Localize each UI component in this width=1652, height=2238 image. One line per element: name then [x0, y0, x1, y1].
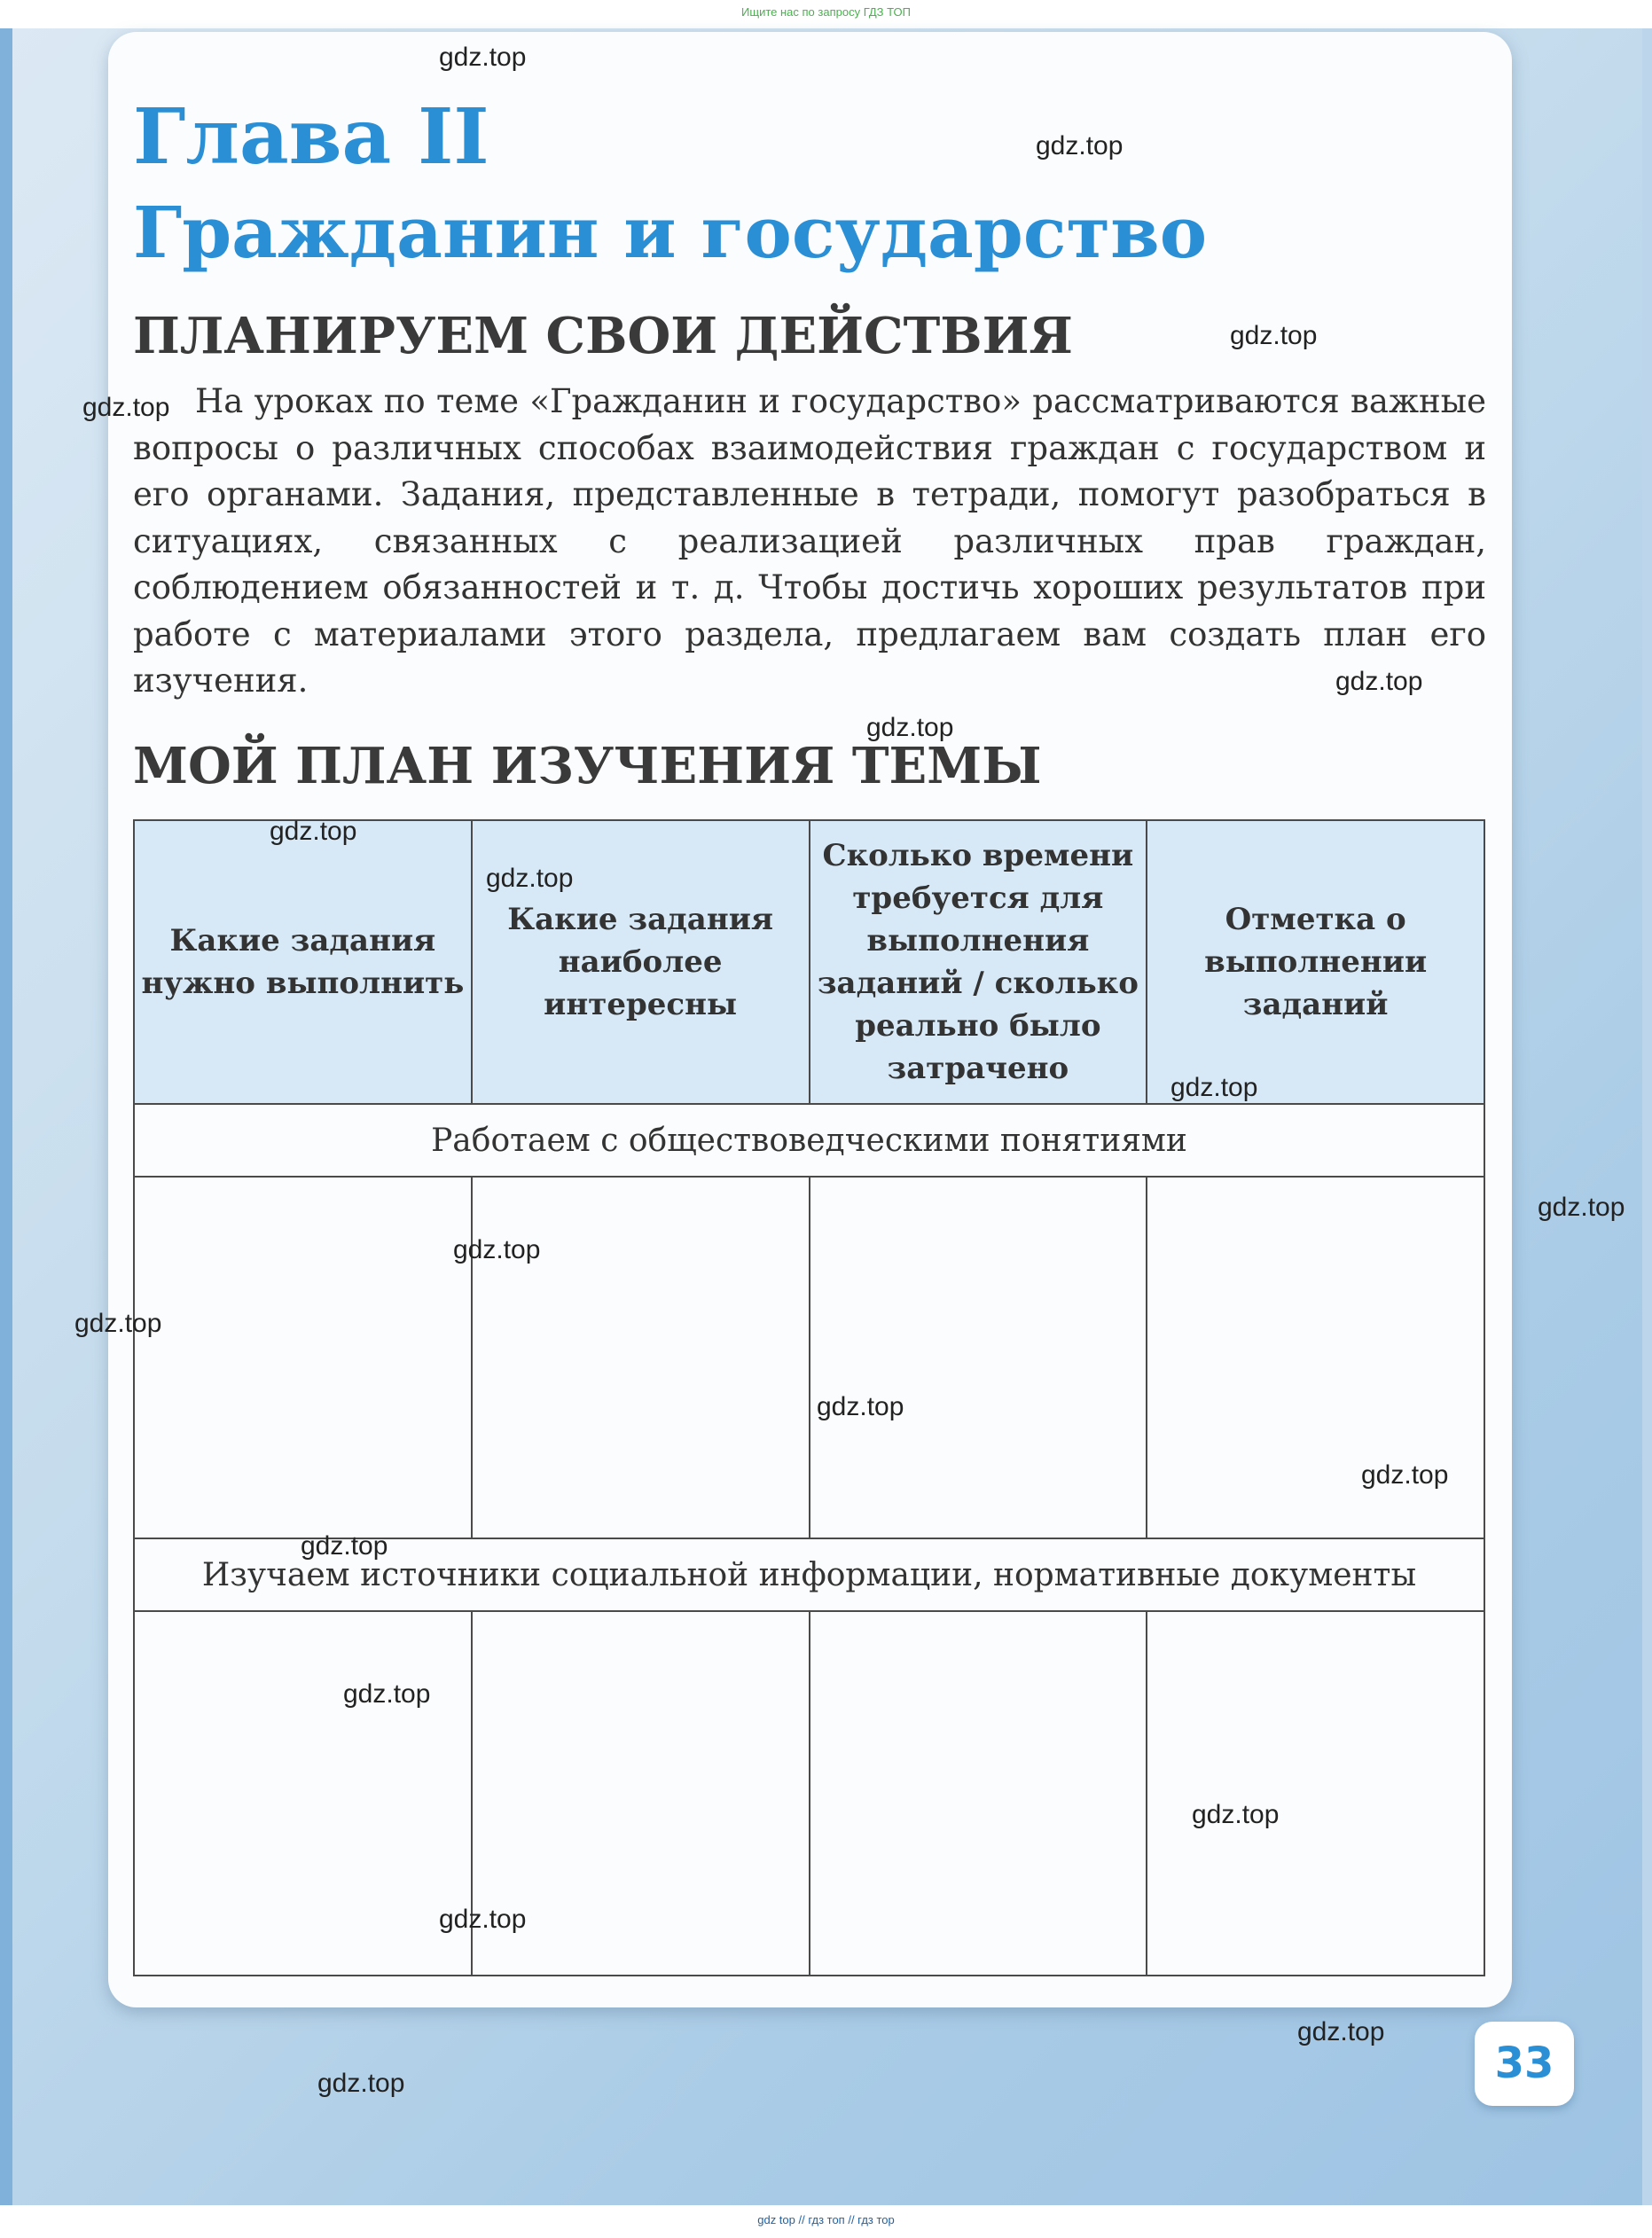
page-number-badge: 33: [1475, 2022, 1574, 2106]
watermark: gdz.top: [1036, 131, 1124, 160]
watermark: gdz.top: [439, 43, 527, 72]
table-header-row: [134, 820, 1484, 1104]
section-sources: Изучаем источники социальной информации, нормативные документы: [134, 1538, 1484, 1611]
bottom-note: gdz top // гдз топ // гдз тор: [757, 2213, 895, 2226]
table-row: [134, 1611, 1484, 1976]
watermark: gdz.top: [82, 393, 170, 422]
chapter-label: Глава II: [133, 92, 489, 182]
watermark: gdz.top: [1170, 1073, 1258, 1102]
watermark: gdz.top: [1335, 667, 1423, 696]
background-right-stripe: [1642, 28, 1652, 2205]
watermark: gdz.top: [486, 864, 574, 893]
watermark: gdz.top: [343, 1679, 431, 1709]
watermark: gdz.top: [453, 1235, 541, 1264]
header-time-required: Сколько времени требуется для выполнения заданий / сколько реально было затрачено: [810, 820, 1147, 1104]
watermark: gdz.top: [270, 817, 357, 846]
background-left-stripe: [0, 28, 12, 2205]
watermark: gdz.top: [1538, 1193, 1625, 1222]
table-cell[interactable]: [810, 1611, 1147, 1976]
table-cell[interactable]: [134, 1177, 472, 1538]
table-cell[interactable]: [810, 1177, 1147, 1538]
intro-paragraph: На уроках по теме «Гражданин и государство» рассматриваются важные вопросы о различных способах взаимодействия граждан с государством и его органами. Задания, представленные в тетради, помогут разобраться в ситуациях, связанных с реализацией различных прав граждан, соблюдением обязанностей и т. д. Чтобы достичь хороших результатов при работе с материалами этого раздела, предлагаем вам создать план его изучения.: [133, 382, 1486, 700]
watermark: gdz.top: [1297, 2017, 1385, 2046]
chapter-title: Гражданин и государство: [133, 191, 1208, 274]
watermark: gdz.top: [439, 1905, 527, 1934]
table-cell[interactable]: [134, 1611, 472, 1976]
study-plan-table: [133, 819, 1485, 1976]
watermark: gdz.top: [866, 713, 954, 742]
table-cell[interactable]: [1147, 1611, 1484, 1976]
table-row: [134, 1177, 1484, 1538]
watermark: gdz.top: [817, 1392, 904, 1421]
top-note: Ищите нас по запросу ГДЗ ТОП: [741, 5, 911, 19]
watermark: gdz.top: [74, 1309, 162, 1338]
table-section-row: [134, 1104, 1484, 1177]
watermark: gdz.top: [317, 2069, 405, 2098]
watermark: gdz.top: [1230, 321, 1318, 350]
watermark: gdz.top: [1361, 1460, 1449, 1490]
header-completion-mark: Отметка о выполнении заданий: [1147, 820, 1484, 1104]
plan-heading: ПЛАНИРУЕМ СВОИ ДЕЙСТВИЯ: [133, 307, 1073, 365]
watermark: gdz.top: [301, 1531, 388, 1561]
watermark: gdz.top: [1192, 1800, 1280, 1829]
section-concepts: Работаем с обществоведческими понятиями: [134, 1104, 1484, 1177]
header-interesting-tasks: Какие задания наиболее интересны: [472, 820, 810, 1104]
study-plan-heading: МОЙ ПЛАН ИЗУЧЕНИЯ ТЕМЫ: [133, 737, 1042, 795]
header-tasks-to-do: Какие задания нужно выполнить: [134, 820, 472, 1104]
table-cell[interactable]: [472, 1177, 810, 1538]
